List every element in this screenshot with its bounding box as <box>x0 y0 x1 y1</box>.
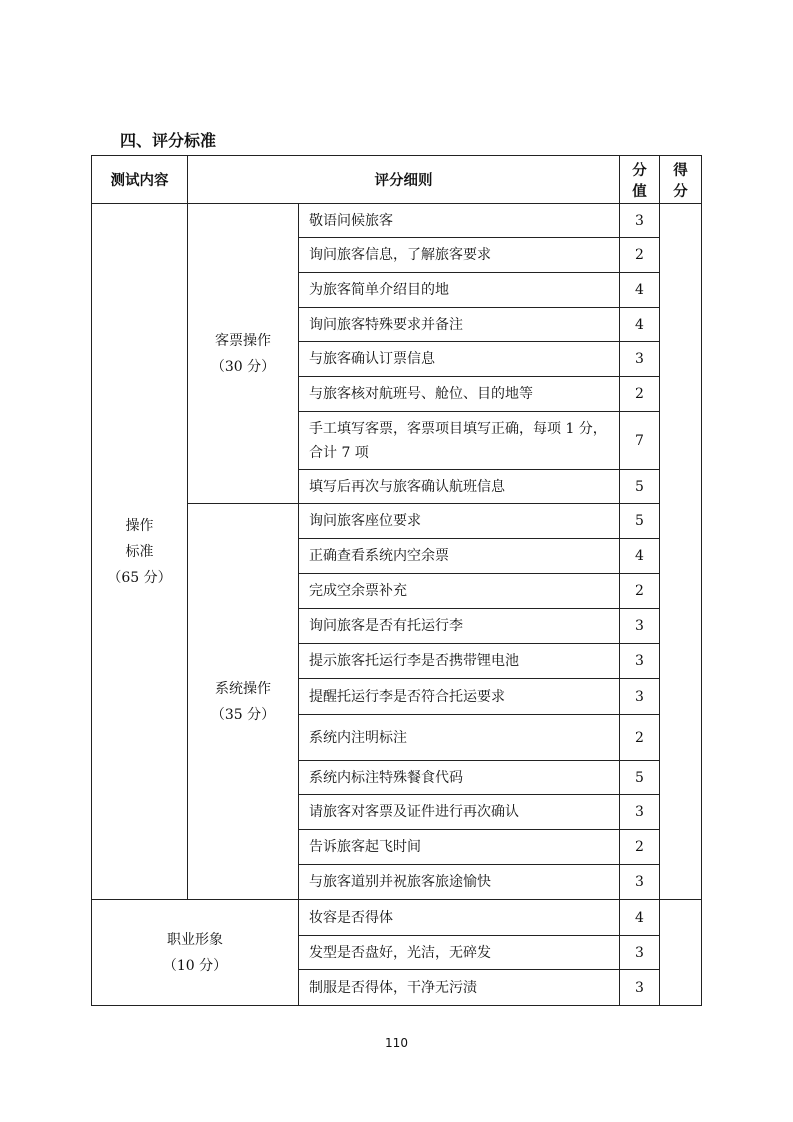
header-got <box>660 156 702 204</box>
header-got-line1: 得 <box>673 162 688 179</box>
item-score: 7 <box>620 412 660 470</box>
item-text: 询问旅客信息，了解旅客要求 <box>299 238 620 273</box>
header-detail: 评分细则 <box>188 156 620 204</box>
item-text: 与旅客核对航班号、舱位、目的地等 <box>299 377 620 412</box>
group-system-line1: 系统操作 <box>215 680 271 697</box>
category-image-line1: 职业形象 <box>167 931 223 948</box>
got-score-operation <box>660 204 702 900</box>
item-text: 为旅客简单介绍目的地 <box>299 273 620 308</box>
header-score-line1: 分 <box>632 162 647 179</box>
header-score-line2: 值 <box>632 183 647 200</box>
item-score: 2 <box>620 574 660 609</box>
table-row <box>92 204 702 238</box>
item-score: 3 <box>620 342 660 377</box>
section-title: 四、评分标准 <box>120 131 217 150</box>
item-score: 3 <box>620 204 660 238</box>
item-score: 3 <box>620 865 660 900</box>
item-score: 3 <box>620 644 660 679</box>
item-text: 正确查看系统内空余票 <box>299 539 620 574</box>
item-text: 告诉旅客起飞时间 <box>299 830 620 865</box>
item-text: 请旅客对客票及证件进行再次确认 <box>299 795 620 830</box>
item-score: 4 <box>620 539 660 574</box>
category-operation <box>92 204 188 900</box>
category-operation-line1: 操作 <box>125 517 154 534</box>
category-operation-line2: 标准 <box>125 543 154 560</box>
category-image <box>92 900 299 1006</box>
item-text: 妆容是否得体 <box>299 900 620 936</box>
item-score: 3 <box>620 936 660 970</box>
table-header-row <box>92 156 702 204</box>
header-content: 测试内容 <box>92 156 188 204</box>
group-ticket-line1: 客票操作 <box>215 332 271 349</box>
category-operation-line3: （65 分） <box>107 569 172 586</box>
group-system-line2: （35 分） <box>210 706 276 723</box>
item-text: 系统内标注特殊餐食代码 <box>299 761 620 795</box>
item-score: 2 <box>620 238 660 273</box>
item-text: 询问旅客是否有托运行李 <box>299 609 620 644</box>
group-ticket-line2: （30 分） <box>210 358 276 375</box>
item-text: 与旅客道别并祝旅客旅途愉快 <box>299 865 620 900</box>
item-score: 2 <box>620 715 660 761</box>
item-text: 完成空余票补充 <box>299 574 620 609</box>
item-text: 提醒托运行李是否符合托运要求 <box>299 679 620 715</box>
item-text: 手工填写客票，客票项目填写正确，每项 1 分，合计 7 项 <box>299 412 620 470</box>
item-score: 2 <box>620 377 660 412</box>
item-score: 3 <box>620 970 660 1006</box>
item-score: 4 <box>620 900 660 936</box>
item-text: 询问旅客座位要求 <box>299 504 620 539</box>
item-text: 与旅客确认订票信息 <box>299 342 620 377</box>
item-text: 系统内注明标注 <box>299 715 620 761</box>
category-image-line2: （10 分） <box>162 957 228 974</box>
header-got-line2: 分 <box>673 183 688 200</box>
item-score: 2 <box>620 830 660 865</box>
item-text: 制服是否得体，干净无污渍 <box>299 970 620 1006</box>
item-text: 敬语问候旅客 <box>299 204 620 238</box>
item-score: 5 <box>620 470 660 504</box>
item-text: 发型是否盘好，光洁，无碎发 <box>299 936 620 970</box>
group-ticket <box>188 204 299 504</box>
scoring-table <box>91 155 702 1006</box>
item-text: 提示旅客托运行李是否携带锂电池 <box>299 644 620 679</box>
item-score: 3 <box>620 679 660 715</box>
item-text: 填写后再次与旅客确认航班信息 <box>299 470 620 504</box>
item-score: 3 <box>620 795 660 830</box>
table-row <box>92 900 702 936</box>
group-system <box>188 504 299 900</box>
item-score: 4 <box>620 273 660 308</box>
item-score: 5 <box>620 761 660 795</box>
item-score: 3 <box>620 609 660 644</box>
item-score: 4 <box>620 308 660 342</box>
item-score: 5 <box>620 504 660 539</box>
got-score-image <box>660 900 702 1006</box>
page-number: 110 <box>385 1036 408 1050</box>
item-text: 询问旅客特殊要求并备注 <box>299 308 620 342</box>
header-score <box>620 156 660 204</box>
